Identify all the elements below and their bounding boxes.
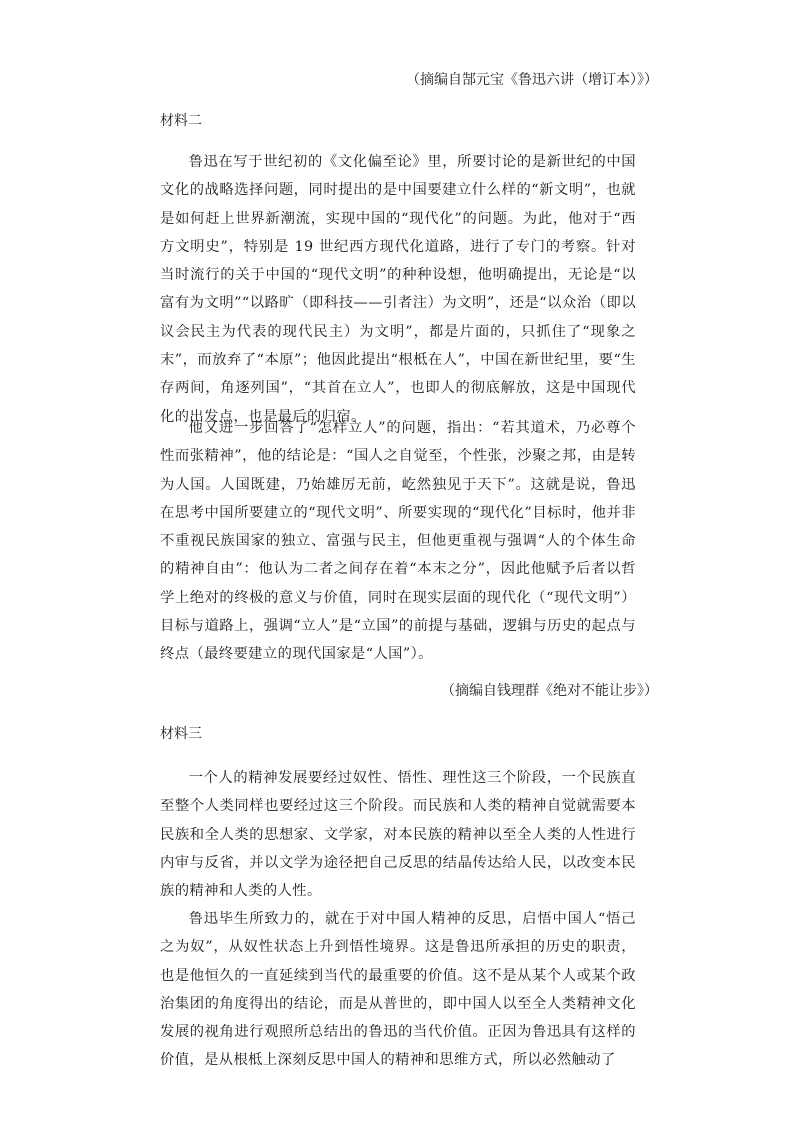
paragraph-material-3-2: 鲁迅毕生所致力的，就在于对中国人精神的反思，启悟中国人“悟己之为奴”，从奴性状态上升到悟性境界。这是鲁迅所承担的历史的职责，也是他恒久的一直延续到当代的最重要的价值。这不是从某个人或某个政治集团的角度得出的结论，而是从普世的，即中国人以至全人类精神文化发展的视角进行观照所总结出的鲁迅的当代价值。正因为鲁迅具有这样的价值，是从根柢上深刻反思中国人的精神和思维方式，所以必然触动了 bbox=[160, 911, 636, 1069]
paragraph-material-3-1: 一个人的精神发展要经过奴性、悟性、理性这三个阶段，一个民族直至整个人类同样也要经过这三个阶段。而民族和人类的精神自觉就需要本民族和全人类的思想家、文学家，对本民族的精神以至全人类的人性进行内审与反省，并以文学为途径把自己反思的结晶传达给人民，以改变本民族的精神和人类的人性。 bbox=[160, 770, 636, 900]
source-citation-1: （摘编自郜元宝《鲁迅六讲（增订本）》） bbox=[406, 72, 658, 88]
section-heading-material-3: 材料三 bbox=[160, 726, 202, 742]
paragraph-material-2-1: 鲁迅在写于世纪初的《文化偏至论》里，所要讨论的是新世纪的中国文化的战略选择问题，同时提出的是中国要建立什么样的“新文明”，也就是如何赶上世界新潮流，实现中国的“现代化”的问题。为此，他对于“西方文明史”，特别是 19 世纪西方现代化道路，进行了专门的考察。针对当时流行的关于中国的“现代文明”的种种设想，他明确提出，无论是“以富有为文明”“以路旷（即科技——引者注）为文明”，还是“以众治（即以议会民主为代表的现代民主）为文明”，都是片面的，只抓住了“现象之末”，而放弃了“本原”；他因此提出“根柢在人”，中国在新世纪里，要“生存两间，角逐列国”，“其首在立人”，也即人的彻底解放，这是中国现代化的出发点，也是最后的归宿。 bbox=[160, 154, 636, 425]
paragraph-material-2-2: 他又进一步回答了“怎样立人”的问题，指出：“若其道术，乃必尊个性而张精神”，他的结论是：“国人之自觉至，个性张，沙聚之邦，由是转为人国。人国既建，乃始雄厉无前，屹然独见于天下”。这就是说，鲁迅在思考中国所要建立的“现代文明”、所要实现的“现代化”目标时，他并非不重视民族国家的独立、富强与民主，但他更重视与强调“人的个体生命的精神自由”：他认为二者之间存在着“本末之分”，因此他赋予后者以哲学上绝对的终极的意义与价值，同时在现实层面的现代化（“现代文明”）目标与道路上，强调“立人”是“立国”的前提与基础，逻辑与历史的起点与终点（最终要建立的现代国家是“人国”）。 bbox=[160, 420, 636, 663]
section-heading-material-2: 材料二 bbox=[160, 113, 202, 129]
source-citation-2: （摘编自钱理群《绝对不能让步》） bbox=[441, 683, 658, 699]
